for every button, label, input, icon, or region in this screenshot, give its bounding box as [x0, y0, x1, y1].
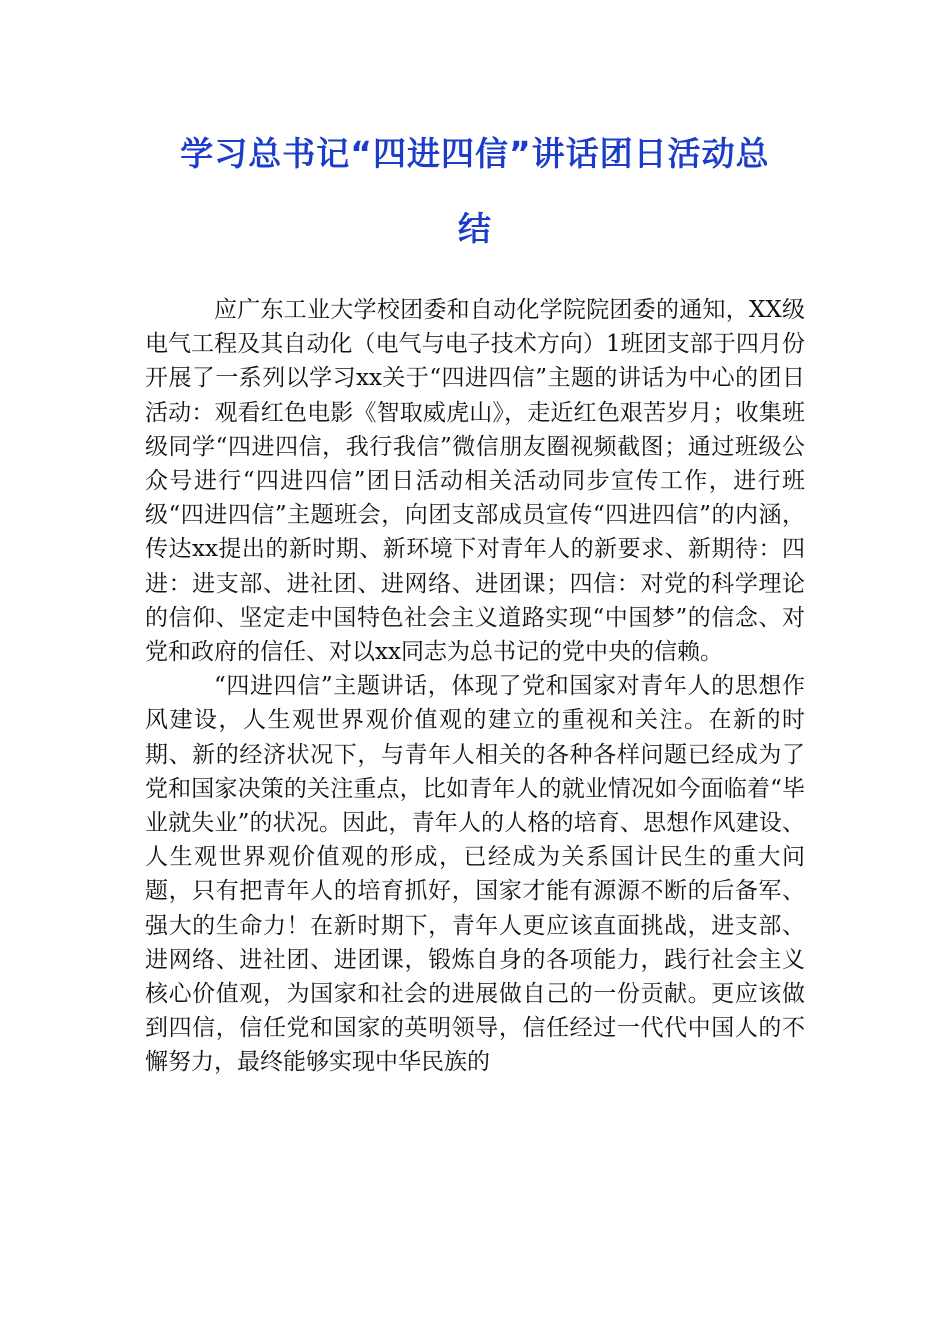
- document-title-line-2: 结: [458, 209, 492, 248]
- paragraph: “四进四信”主题讲话，体现了党和国家对青年人的思想作风建设，人生观世界观价值观的建立的重视和关注。在新的时期、新的经济状况下，与青年人相关的各种各样问题已经成为了党和国家决策的关注重点，比如青年人的就业情况如今面临着“毕业就失业”的状况。因此，青年人的人格的培育、思想作风建设、人生观世界观价值观的形成，已经成为关系国计民生的重大问题，只有把青年人的培育抓好，国家才能有源源不断的后备军、强大的生命力！在新时期下，青年人更应该直面挑战，进支部、进网络、进社团、进团课，锻炼自身的各项能力，践行社会主义核心价值观，为国家和社会的进展做自己的一份贡献。更应该做到四信，信任党和国家的英明领导，信任经过一代代中国人的不懈努力，最终能够实现中华民族的: [145, 673, 805, 1076]
- document-title-line-1: 学习总书记“四进四信”讲话团日活动总: [180, 134, 770, 173]
- paragraph: 应广东工业大学校团委和自动化学院院团委的通知，XX级电气工程及其自动化（电气与电子技术方向）1班团支部于四月份开展了一系列以学习xx关于“四进四信”主题的讲话为中心的团日活动：观看红色电影《智取威虎山》，走近红色艰苦岁月；收集班级同学“四进四信，我行我信”微信朋友圈视频截图；通过班级公众号进行“四进四信”团日活动相关活动同步宣传工作，进行班级“四进四信”主题班会，向团支部成员宣传“四进四信”的内涵，传达xx提出的新时期、新环境下对青年人的新要求、新期待：四进：进支部、进社团、进网络、进团课；四信：对党的科学理论的信仰、坚定走中国特色社会主义道路实现“中国梦”的信念、对党和政府的信任、对以xx同志为总书记的党中央的信赖。: [145, 297, 805, 666]
- document-body: [145, 293, 805, 1080]
